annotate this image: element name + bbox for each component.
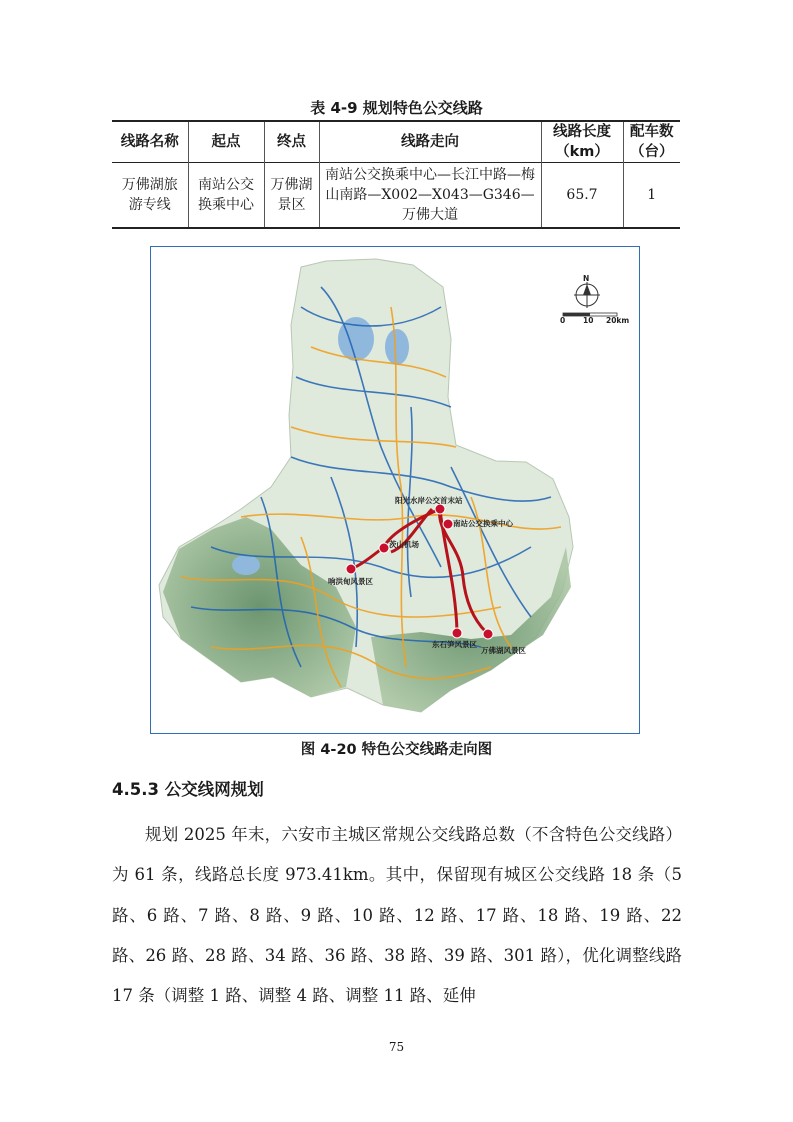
compass-icon (574, 274, 600, 308)
section-heading: 4.5.3 公交线网规划 (112, 780, 264, 799)
header-route-name: 线路名称 (120, 134, 179, 150)
table-caption: 表 4-9 规划特色公交线路 (310, 99, 483, 117)
figure-caption: 图 4-20 特色公交线路走向图 (300, 742, 493, 758)
table-header-row (112, 121, 680, 163)
header-vehicles: 配车数（台） (623, 121, 680, 163)
cell-length: 65.7 (541, 163, 623, 229)
stop-label: 万佛湖风景区 (481, 646, 526, 655)
stop-marker-airport (379, 543, 389, 553)
body-paragraph: 规划 2025 年末，六安市主城区常规公交线路总数（不含特色公交线路）为 61 条，线路总长度 973.41km。其中，保留现有城区公交线路 18 条（5 路、6 路、7 路、8 路、9 路、10 路、12 路、17 路、18 路、19 路、22 路、26 路、28 路、34 路、36 路、38 路、39 路、301 路），优化调整线路 17 条（调整 1 路、调整 4 路、调整 11 路、延伸 (112, 825, 682, 1006)
cell-route-direction: 南站公交换乘中心—长江中路—梅山南路—X002—X043—G346—万佛大道 (319, 163, 541, 229)
header-start: 起点 (188, 121, 264, 163)
stop-label: 南站公交换乘中心 (453, 519, 513, 528)
western-reservoir (232, 555, 260, 575)
cell-start: 南站公交换乘中心 (188, 163, 264, 229)
cell-vehicles: 1 (623, 163, 680, 229)
stop-marker-yangguang (435, 504, 445, 514)
cell-end: 万佛湖景区 (264, 163, 319, 229)
stop-label: 阳光水岸公交首末站 (395, 496, 463, 505)
stop-marker-xianghongdian (346, 564, 356, 574)
svg-text:10: 10 (583, 316, 594, 325)
route-map-graphic (151, 247, 639, 733)
scale-bar (560, 313, 629, 325)
stop-label: 东石笋风景区 (432, 640, 477, 649)
route-map (150, 246, 640, 734)
stop-label: 茨山机场 (389, 540, 419, 549)
header-end: 终点 (264, 121, 319, 163)
special-bus-route-table (112, 120, 680, 229)
northern-lake-2 (385, 329, 409, 365)
stop-marker-wanfohu (483, 629, 493, 639)
svg-text:N: N (583, 274, 590, 283)
stop-marker-south-station (443, 519, 453, 529)
svg-text:20km: 20km (606, 316, 630, 325)
svg-text:0: 0 (560, 316, 566, 325)
stop-label: 响洪甸风景区 (328, 577, 373, 586)
cell-route-name: 万佛湖旅游专线 (121, 177, 178, 213)
table-row (112, 163, 680, 229)
page-number: 75 (388, 1040, 405, 1054)
stop-marker-dongshisun (452, 628, 462, 638)
header-route-direction: 线路走向 (319, 121, 541, 163)
header-length: 线路长度（km） (541, 121, 623, 163)
